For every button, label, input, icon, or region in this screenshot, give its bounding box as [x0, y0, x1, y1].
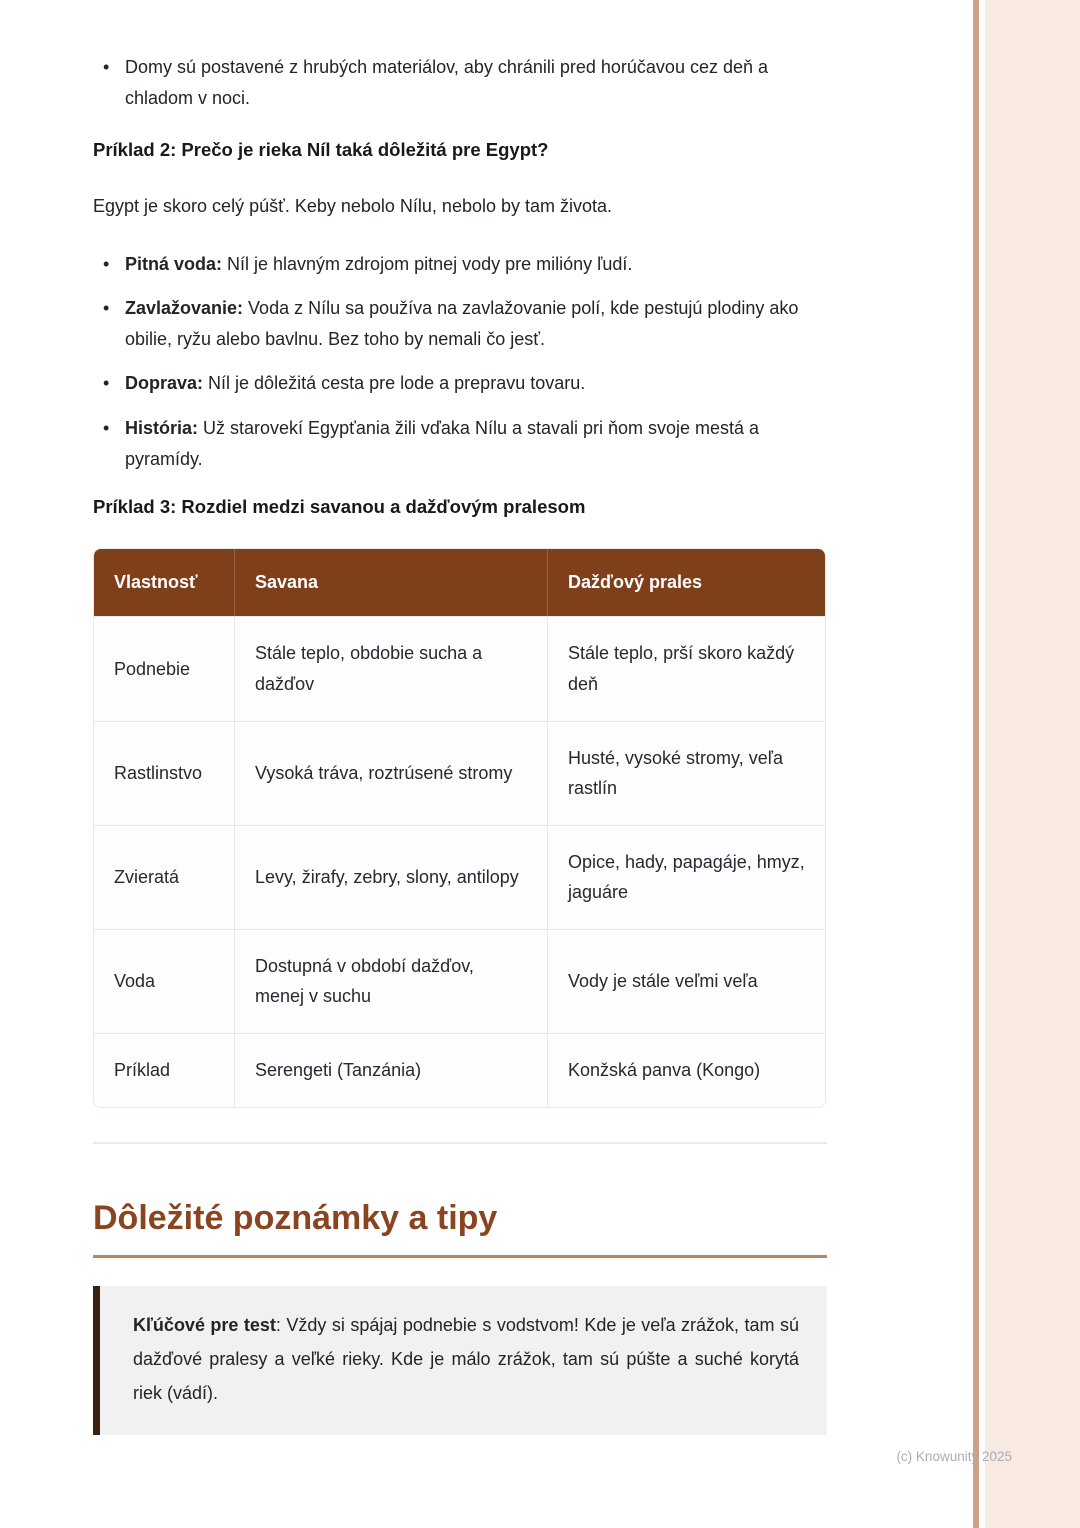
bullet-label: Pitná voda: [125, 253, 223, 274]
list-item [93, 52, 827, 113]
table-header-cell: Dažďový prales [547, 549, 826, 616]
table-header-cell: Vlastnosť [94, 549, 234, 616]
bullet-text: Níl je hlavným zdrojom pitnej vody pre milióny ľudí. [222, 253, 633, 274]
copyright-note: (c) Knowunity 2025 [896, 1449, 1012, 1464]
bullet-label: História: [125, 418, 199, 439]
table-row [94, 721, 826, 825]
table-cell: Levy, žirafy, zebry, slony, antilopy [234, 825, 547, 929]
intro-bullet-list [93, 52, 827, 113]
table-cell: Rastlinstvo [94, 721, 234, 825]
table-header-cell: Savana [234, 549, 547, 616]
bullet-text: Níl je dôležitá cesta pre lode a prepravu tovaru. [203, 373, 586, 394]
comparison-table-wrapper [93, 548, 826, 1108]
comparison-table [94, 549, 826, 1107]
table-cell: Konžská panva (Kongo) [547, 1033, 826, 1107]
table-cell: Stále teplo, obdobie sucha a dažďov [234, 616, 547, 720]
table-row [94, 825, 826, 929]
section-heading: Dôležité poznámky a tipy [93, 1200, 827, 1258]
table-cell: Voda [94, 929, 234, 1033]
bullet-text: Už starovekí Egypťania žili vďaka Nílu a stavali pri ňom svoje mestá a pyramídy. [125, 418, 760, 469]
page-edge-line [973, 0, 979, 1528]
example2-lead-paragraph: Egypt je skoro celý púšť. Keby nebolo Nílu, nebolo by tam života. [93, 196, 613, 217]
callout-paragraph [133, 1308, 799, 1411]
table-cell: Príklad [94, 1033, 234, 1107]
list-item [93, 413, 827, 474]
bullet-text: Voda z Nílu sa používa na zavlažovanie polí, kde pestujú plodiny ako obilie, ryžu alebo bavlnu. Bez toho by nemali čo jesť. [125, 298, 799, 349]
table-cell: Serengeti (Tanzánia) [234, 1033, 547, 1107]
callout-label: Kľúčové pre test [133, 1315, 276, 1336]
nile-bullet-list [93, 249, 827, 475]
table-cell: Podnebie [94, 616, 234, 720]
page-edge-strip [985, 0, 1080, 1528]
example3-heading: Príklad 3: Rozdiel medzi savanou a dažďovým pralesom [93, 496, 586, 518]
table-cell: Vysoká tráva, roztrúsené stromy [234, 721, 547, 825]
table-row [94, 1033, 826, 1107]
table-header-row [94, 549, 826, 616]
list-item [93, 368, 827, 399]
table-cell: Opice, hady, papagáje, hmyz, jaguáre [547, 825, 826, 929]
table-row [94, 616, 826, 720]
table-cell: Dostupná v období dažďov, menej v suchu [234, 929, 547, 1033]
key-tip-callout [93, 1286, 827, 1435]
document-content [93, 0, 827, 1435]
table-cell: Zvieratá [94, 825, 234, 929]
example2-heading: Príklad 2: Prečo je rieka Níl taká dôležitá pre Egypt? [93, 139, 549, 161]
callout-text: : Vždy si spájaj podnebie s vodstvom! Kde je veľa zrážok, tam sú dažďové pralesy a veľké rieky. Kde je málo zrážok, tam sú púšte a suché korytá riek (vádí). [133, 1315, 800, 1404]
table-cell: Vody je stále veľmi veľa [547, 929, 826, 1033]
bullet-text: Domy sú postavené z hrubých materiálov, aby chránili pred horúčavou cez deň a chladom v noci. [125, 57, 769, 108]
table-row [94, 929, 826, 1033]
list-item [93, 293, 827, 354]
table-cell: Husté, vysoké stromy, veľa rastlín [547, 721, 826, 825]
table-cell: Stále teplo, prší skoro každý deň [547, 616, 826, 720]
bullet-label: Zavlažovanie: [125, 298, 244, 319]
section-divider [93, 1142, 827, 1144]
bullet-label: Doprava: [125, 373, 204, 394]
list-item [93, 249, 827, 280]
